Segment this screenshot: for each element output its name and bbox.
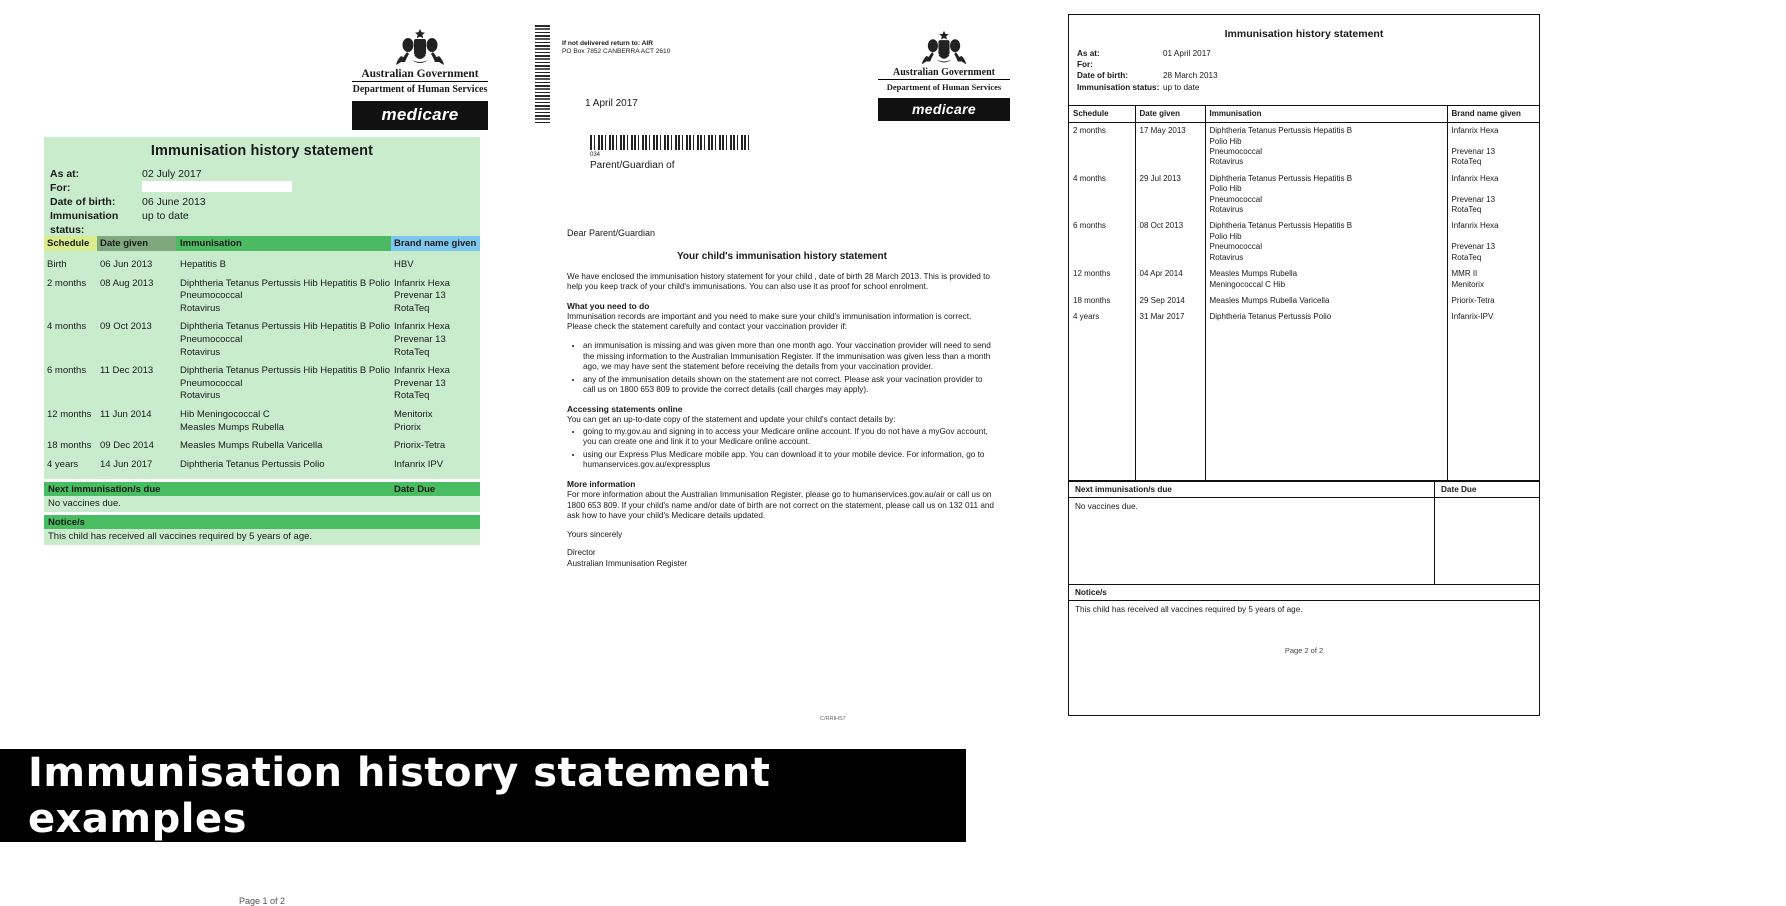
cell-date-given: 11 Dec 2013 [100, 365, 154, 377]
section-2-bullets [567, 427, 997, 471]
cell-brand: MMR II Menitorix [1451, 269, 1484, 289]
column-header-schedule: Schedule [44, 236, 97, 251]
cell-brand: Infanrix Hexa Prevenar 13 RotaTeq [1451, 173, 1499, 215]
redaction-block [142, 181, 292, 192]
table-row [44, 317, 480, 361]
cell-immunisation: Measles Mumps Rubella Meningococcal C Hib [1205, 266, 1447, 293]
cell-immunisation: Diphtheria Tetanus Pertussis Hib Hepatitis B Polio Pneumococcal Rotavirus [180, 277, 390, 314]
government-line: Australian Government [878, 67, 1010, 80]
cell-date-given: 11 Jun 2014 [100, 408, 152, 420]
document-page-2 [1068, 14, 1540, 716]
meta-row-dob [1077, 70, 1539, 81]
table-row [1069, 293, 1539, 309]
meta-label: For: [1077, 60, 1093, 70]
table-body [44, 251, 480, 479]
cell-schedule: 6 months [47, 365, 87, 377]
cell-brand: Infanrix IPV [394, 458, 444, 470]
column-header-date-given: Date given [97, 236, 176, 251]
notices-label: Notice/s [1069, 585, 1539, 601]
column-header-brand: Brand name given [1447, 105, 1539, 122]
notices-text: This child has received all vaccines required by 5 years of age. [44, 529, 480, 545]
letter-body [567, 228, 997, 577]
cell-schedule: 4 years [47, 458, 79, 470]
date-due-label: Date Due [394, 483, 436, 495]
section-heading-what-you-need-to-do: What you need to do [567, 300, 650, 311]
cell-immunisation: Diphtheria Tetanus Pertussis Polio [1205, 309, 1447, 325]
meta-label: As at: [50, 168, 80, 180]
meta-value: up to date [142, 210, 189, 222]
cell-immunisation: Diphtheria Tetanus Pertussis Hib Hepatitis B Polio Pneumococcal Rotavirus [180, 321, 390, 358]
return-address-block [562, 40, 670, 57]
cell-immunisation: Hepatitis B [180, 259, 226, 270]
next-due-body-row [1069, 498, 1539, 584]
date-due-value [1435, 498, 1539, 584]
list-item: • using our Express Plus Medicare mobile app. You can download it to your mobile device. For information, go to humanservices.gov.au/expressplus [583, 450, 997, 471]
cell-schedule: 4 months [1069, 171, 1135, 219]
cell-date-given: 09 Dec 2014 [100, 440, 154, 452]
date-due-label: Date Due [1435, 482, 1539, 498]
table-filler-row [1069, 326, 1539, 481]
return-address-line-2: PO Box 7852 CANBERRA ACT 2610 [562, 48, 671, 56]
meta-value: up to date [1163, 82, 1200, 92]
list-item: • going to my.gov.au and signing in to access your Medicare online account. If you do not have a myGov account, you can create one and link it to your Medicare online account. [583, 427, 997, 448]
cell-immunisation: Diphtheria Tetanus Pertussis Hepatitis B Polio Hib Pneumococcal Rotavirus [1205, 218, 1447, 266]
cell-brand: Infanrix Hexa Prevenar 13 RotaTeq [1451, 221, 1499, 262]
section-1-bullets [567, 341, 997, 396]
cell-date-given: 29 Jul 2013 [1135, 171, 1205, 219]
column-header-schedule: Schedule [1069, 105, 1135, 122]
next-due-label: Next immunisation/s due [48, 483, 161, 495]
cell-schedule: 18 months [47, 440, 92, 452]
table-header-row [44, 236, 480, 251]
cell-brand: Priorix-Tetra [394, 440, 446, 452]
meta-row-status [1077, 82, 1539, 93]
next-due-text: No vaccines due. [1069, 498, 1435, 584]
letter-title: Your child's immunisation history statement [676, 250, 887, 262]
postal-barcode-icon [535, 25, 550, 125]
table-header-row [1069, 105, 1539, 122]
cell-schedule: 12 months [1069, 266, 1135, 293]
cell-date-given: 04 Apr 2014 [1135, 266, 1205, 293]
table-row [44, 405, 480, 436]
page-title: Immunisation history statement [150, 143, 374, 159]
cell-brand: Infanrix Hexa Prevenar 13 RotaTeq [394, 365, 450, 402]
cell-brand: Infanrix Hexa Prevenar 13 RotaTeq [394, 321, 450, 358]
notices-text: This child has received all vaccines required by 5 years of age. [1075, 604, 1303, 614]
department-line: Department of Human Services [352, 84, 488, 95]
government-line: Australian Government [352, 68, 488, 82]
cell-date-given: 08 Oct 2013 [1135, 218, 1205, 266]
table-row [1069, 123, 1539, 171]
section-heading-more-information: More information [567, 478, 636, 489]
document-cover-letter [520, 0, 1040, 740]
cell-brand: Infanrix-IPV [1451, 312, 1494, 322]
next-due-header-row [1069, 482, 1539, 498]
meta-value: 06 June 2013 [142, 196, 206, 208]
list-item: • any of the immunisation details shown on the statement are not correct. Please ask your vacination provider to call us on 1800 653 809 to provide the correct details (call charges may apply). [583, 375, 997, 396]
column-header-brand: Brand name given [391, 236, 480, 251]
cell-immunisation: Hib Meningococcal C Measles Mumps Rubella [180, 408, 285, 433]
next-due-label: Next immunisation/s due [1069, 482, 1435, 498]
cell-schedule: Birth [47, 259, 67, 270]
meta-label: Date of birth: [1077, 71, 1128, 81]
salutation: Dear Parent/Guardian [567, 228, 656, 238]
section-heading-accessing-statements-online: Accessing statements online [567, 403, 683, 414]
column-header-immunisation: Immunisation [1205, 105, 1447, 122]
table-row [1069, 171, 1539, 219]
page-footer-2: Page 2 of 2 [1284, 645, 1324, 655]
caption-banner [0, 749, 966, 842]
barcode-number: 034 [590, 152, 601, 158]
cell-immunisation: Diphtheria Tetanus Pertussis Hepatitis B Polio Hib Pneumococcal Rotavirus [1205, 123, 1447, 171]
cell-date-given: 09 Oct 2013 [100, 321, 152, 333]
next-due-header-row [44, 482, 480, 496]
cell-date-given: 08 Aug 2013 [100, 277, 154, 289]
cell-immunisation: Diphtheria Tetanus Pertussis Hepatitis B Polio Hib Pneumococcal Rotavirus [1205, 171, 1447, 219]
meta-value-redacted [142, 181, 480, 195]
australian-coat-of-arms-icon [919, 30, 969, 67]
meta-row-for [1077, 59, 1539, 70]
meta-label: Immunisation status: [50, 210, 119, 236]
medicare-logo: medicare [878, 98, 1010, 121]
page-title: Immunisation history statement [1224, 28, 1384, 40]
meta-row-for [44, 181, 480, 195]
section-1-intro: Immunisation records are important and you need to make sure your child's immunisation information is correct. Please check the statement carefully and contact your vaccination provider if: [567, 311, 972, 332]
meta-value: 28 March 2013 [1163, 71, 1218, 81]
cell-immunisation: Diphtheria Tetanus Pertussis Polio [180, 458, 325, 470]
section-3-text: For more information about the Australian Immunisation Register, please go to humanservices.gov.au/air or call us on 1800 653 809. If your child's name and/or date of birth are not correct on the statement, please call us on 132 011 and ask how to have your child's Medicare details updated. [567, 489, 994, 521]
cell-schedule: 6 months [1069, 218, 1135, 266]
letterhead-mid [878, 30, 1010, 121]
addressee-line: Parent/Guardian of [590, 160, 675, 171]
closing: Yours sincerely [567, 529, 623, 539]
statement-meta-list [44, 167, 480, 237]
cell-schedule: 4 years [1069, 309, 1135, 325]
letter-intro: We have enclosed the immunisation history statement for your child , date of birth 28 March 2013. This is provided to help you keep track of your child's immunisations. You can also use it as proof for school enrolment. [567, 271, 990, 292]
meta-label: Immunisation status: [1077, 82, 1160, 92]
table-row [1069, 309, 1539, 325]
caption-text: Immunisation history statement examples [28, 749, 771, 842]
meta-value: 01 April 2017 [1163, 49, 1211, 58]
return-address-line-1: If not delivered return to: AIR [562, 40, 653, 47]
cell-date-given: 17 May 2013 [1135, 123, 1205, 171]
table-row [44, 361, 480, 405]
cell-schedule: 18 months [1069, 293, 1135, 309]
cell-immunisation: Measles Mumps Rubella Varicella [180, 440, 323, 452]
cell-date-given: 14 Jun 2017 [100, 458, 153, 470]
document-id: C/RRIHS7 [820, 716, 846, 722]
notices-label: Notice/s [48, 516, 85, 528]
cell-schedule: 12 months [47, 408, 92, 420]
statement-header-panel [44, 137, 480, 237]
table-row [44, 255, 480, 274]
cell-brand: Menitorix Priorix [394, 408, 433, 433]
section-2-intro: You can get an up-to-date copy of the statement and update your child's contact details by: [567, 414, 896, 424]
letter-date: 1 April 2017 [585, 98, 638, 109]
medicare-logo: medicare [352, 101, 488, 130]
next-due-text: No vaccines due. [44, 496, 480, 512]
cell-immunisation: Measles Mumps Rubella Varicella [1205, 293, 1447, 309]
cell-immunisation: Diphtheria Tetanus Pertussis Hib Hepatitis B Polio Pneumococcal Rotavirus [180, 365, 390, 402]
column-header-immunisation: Immunisation [176, 236, 391, 251]
table-row [44, 436, 480, 455]
statement-meta-list [1069, 48, 1539, 105]
meta-row-as-at [44, 167, 480, 181]
cell-brand: Infanrix Hexa Prevenar 13 RotaTeq [394, 277, 450, 314]
meta-row-dob [44, 195, 480, 209]
cell-date-given: 31 Mar 2017 [1135, 309, 1205, 325]
next-due-section [1069, 481, 1539, 584]
immunisation-table-page2 [1069, 105, 1539, 481]
meta-row-as-at [1077, 48, 1539, 59]
cell-schedule: 4 months [47, 321, 87, 333]
table-row [44, 274, 480, 318]
cell-date-given: 06 Jun 2013 [100, 259, 153, 270]
cell-brand: HBV [394, 259, 414, 270]
australian-coat-of-arms-icon [393, 28, 447, 68]
table-row [1069, 218, 1539, 266]
cell-schedule: 2 months [1069, 123, 1135, 171]
column-header-date-given: Date given [1135, 105, 1205, 122]
meta-label: Date of birth: [50, 196, 116, 208]
cell-date-given: 29 Sep 2014 [1135, 293, 1205, 309]
table-row [44, 455, 480, 474]
meta-row-status [44, 209, 480, 237]
meta-label: As at: [1077, 49, 1100, 58]
meta-label: For: [50, 182, 71, 194]
signer-org: Australian Immunisation Register [567, 558, 688, 568]
notices-section [1069, 584, 1539, 618]
address-barcode-icon [590, 135, 750, 150]
cell-brand: Infanrix Hexa Prevenar 13 RotaTeq [1451, 126, 1499, 167]
department-line: Department of Human Services [886, 82, 1002, 92]
cell-schedule: 2 months [47, 277, 87, 289]
cell-brand: Priorix-Tetra [1451, 295, 1495, 305]
page-footer-1: Page 1 of 2 [238, 896, 286, 906]
signer-role: Director [567, 548, 596, 558]
notices-header-row [44, 515, 480, 529]
meta-value: 02 July 2017 [142, 168, 202, 180]
letterhead-left [352, 28, 488, 130]
table-row [1069, 266, 1539, 293]
list-item: • an immunisation is missing and was given more than one month ago. Your vaccination provider will need to send the missing information to the Australian Immunisation Register. If the immunisation was given less than a month ago, we may have sent the statement before receiving the details from your vaccination provider. [583, 341, 997, 373]
